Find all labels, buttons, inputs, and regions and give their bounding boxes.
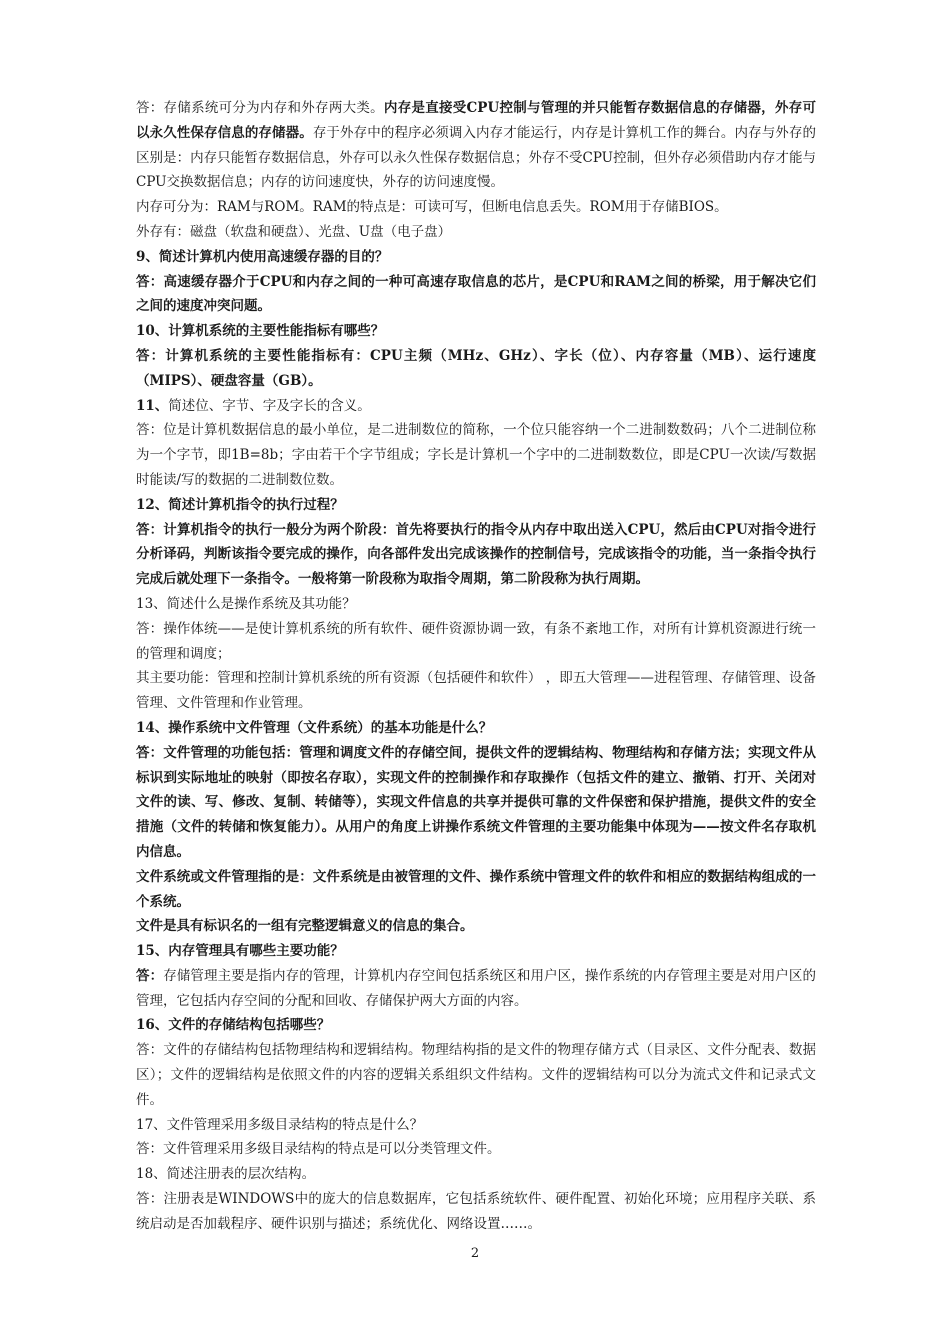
question-17: 17、文件管理采用多级目录结构的特点是什么？ [136, 1116, 424, 1133]
file-definition: 文件是具有标识名的一组有完整逻辑意义的信息的集合。 [136, 918, 474, 935]
answer-storage-system [136, 96, 816, 195]
external-storage-types: 外存有：磁盘（软盘和硬盘）、光盘、U盘（电子盘） [136, 223, 452, 240]
answer-11: 答：位是计算机数据信息的最小单位，是二进制数位的简称，一个位只能容纳一个二进制数数码；八个二进制位称为一个字节，即1B=8b；字由若干个字节组成；字长是计算机一个字中的二进制数数位，即是CPU一次读/写数据时能读/写的数据的二进制数位数。 [136, 422, 816, 488]
answer-9: 答：高速缓存器介于CPU和内存之间的一种可高速存取信息的芯片，是CPU和RAM之间的桥梁，用于解决它们之间的速度冲突问题。 [136, 273, 816, 315]
question-11 [136, 394, 816, 419]
answer-storage-intro: 答：存储系统可分为内存和外存两大类。 [136, 100, 384, 116]
question-11-number: 11、 [136, 397, 169, 414]
question-15: 15、内存管理具有哪些主要功能？ [136, 943, 344, 960]
answer-15-prefix: 答： [136, 967, 164, 984]
answer-13: 答：操作体统——是使计算机系统的所有软件、硬件资源协调一致，有条不紊地工作，对所有计算机资源进行统一的管理和调度； [136, 620, 816, 662]
answer-14: 答：文件管理的功能包括：管理和调度文件的存储空间，提供文件的逻辑结构、物理结构和存储方法；实现文件从标识到实际地址的映射（即按名存取），实现文件的控制操作和存取操作（包括文件的建立、撤销、打开、关闭对文件的读、写、修改、复制、转储等），实现文件信息的共享并提供可靠的文件保密和保护措施，提供文件的安全措施（文件的转储和恢复能力）。从用户的角度上讲操作系统文件管理的主要功能集中体现为——按文件名存取机内信息。 [136, 744, 816, 860]
document-body [136, 96, 816, 1237]
answer-18: 答：注册表是WINDOWS中的庞大的信息数据库，它包括系统软件、硬件配置、初始化环境；应用程序关联、系统启动是否加载程序、硬件识别与描述；系统优化、网络设置……。 [136, 1191, 816, 1232]
memory-types: 内存可分为：RAM与ROM。RAM的特点是：可读可写，但断电信息丢失。ROM用于存储BIOS。 [136, 199, 728, 216]
answer-storage-definition: 内存是直接受CPU控制与管理的并只能暂存数据信息的存储器，外存可以永久性保存信息的存储器。 [136, 100, 817, 141]
answer-storage-detail: 存于外存中的程序必须调入内存才能运行，内存是计算机工作的舞台。内存与外存的区别是：内存只能暂存数据信息，外存可以永久性保存数据信息；外存不受CPU控制，但外存必须借助内存才能与CPU交换数据信息；内存的访问速度快，外存的访问速度慢。 [136, 124, 817, 191]
answer-15 [136, 964, 816, 1014]
answer-10: 答：计算机系统的主要性能指标有：CPU主频（MHz、GHz）、字长（位）、内存容量（MB）、运行速度（MIPS）、硬盘容量（GB）。 [136, 347, 816, 389]
question-10: 10、计算机系统的主要性能指标有哪些？ [136, 323, 385, 340]
file-system-definition: 文件系统或文件管理指的是：文件系统是由被管理的文件、操作系统中管理文件的软件和相应的数据结构组成的一个系统。 [136, 868, 816, 910]
answer-15-text: 存储管理主要是指内存的管理，计算机内存空间包括系统区和用户区，操作系统的内存管理主要是对用户区的管理，它包括内存空间的分配和回收、存储保护两大方面的内容。 [136, 967, 817, 1009]
question-18: 18、简述注册表的层次结构。 [136, 1166, 316, 1183]
question-13: 13、简述什么是操作系统及其功能？ [136, 595, 356, 612]
page-number: 2 [470, 1246, 480, 1261]
answer-13-functions: 其主要功能：管理和控制计算机系统的所有资源（包括硬件和软件） ，即五大管理——进程管理、存储管理、设备管理、文件管理和作业管理。 [136, 670, 816, 712]
answer-12: 答：计算机指令的执行一般分为两个阶段：首先将要执行的指令从内存中取出送入CPU，然后由CPU对指令进行分析译码，判断该指令要完成的操作，向各部件发出完成该操作的控制信号，完成该指令的功能，当一条指令执行完成后就处理下一条指令。一般将第一阶段称为取指令周期，第二阶段称为执行周期。 [136, 521, 816, 588]
question-11-text: 简述位、字节、字及字长的含义。 [168, 397, 371, 414]
answer-17: 答：文件管理采用多级目录结构的特点是可以分类管理文件。 [136, 1141, 501, 1158]
question-12: 12、简述计算机指令的执行过程？ [136, 496, 344, 513]
question-16: 16、文件的存储结构包括哪些？ [136, 1017, 331, 1034]
answer-16: 答：文件的存储结构包括物理结构和逻辑结构。物理结构指的是文件的物理存储方式（目录区、文件分配表、数据区）；文件的逻辑结构是依照文件的内容的逻辑关系组织文件结构。文件的逻辑结构可以分为流式文件和记录式文件。 [136, 1042, 816, 1108]
question-14: 14、操作系统中文件管理（文件系统）的基本功能是什么？ [136, 719, 493, 736]
question-9: 9、简述计算机内使用高速缓存器的目的？ [136, 248, 389, 265]
